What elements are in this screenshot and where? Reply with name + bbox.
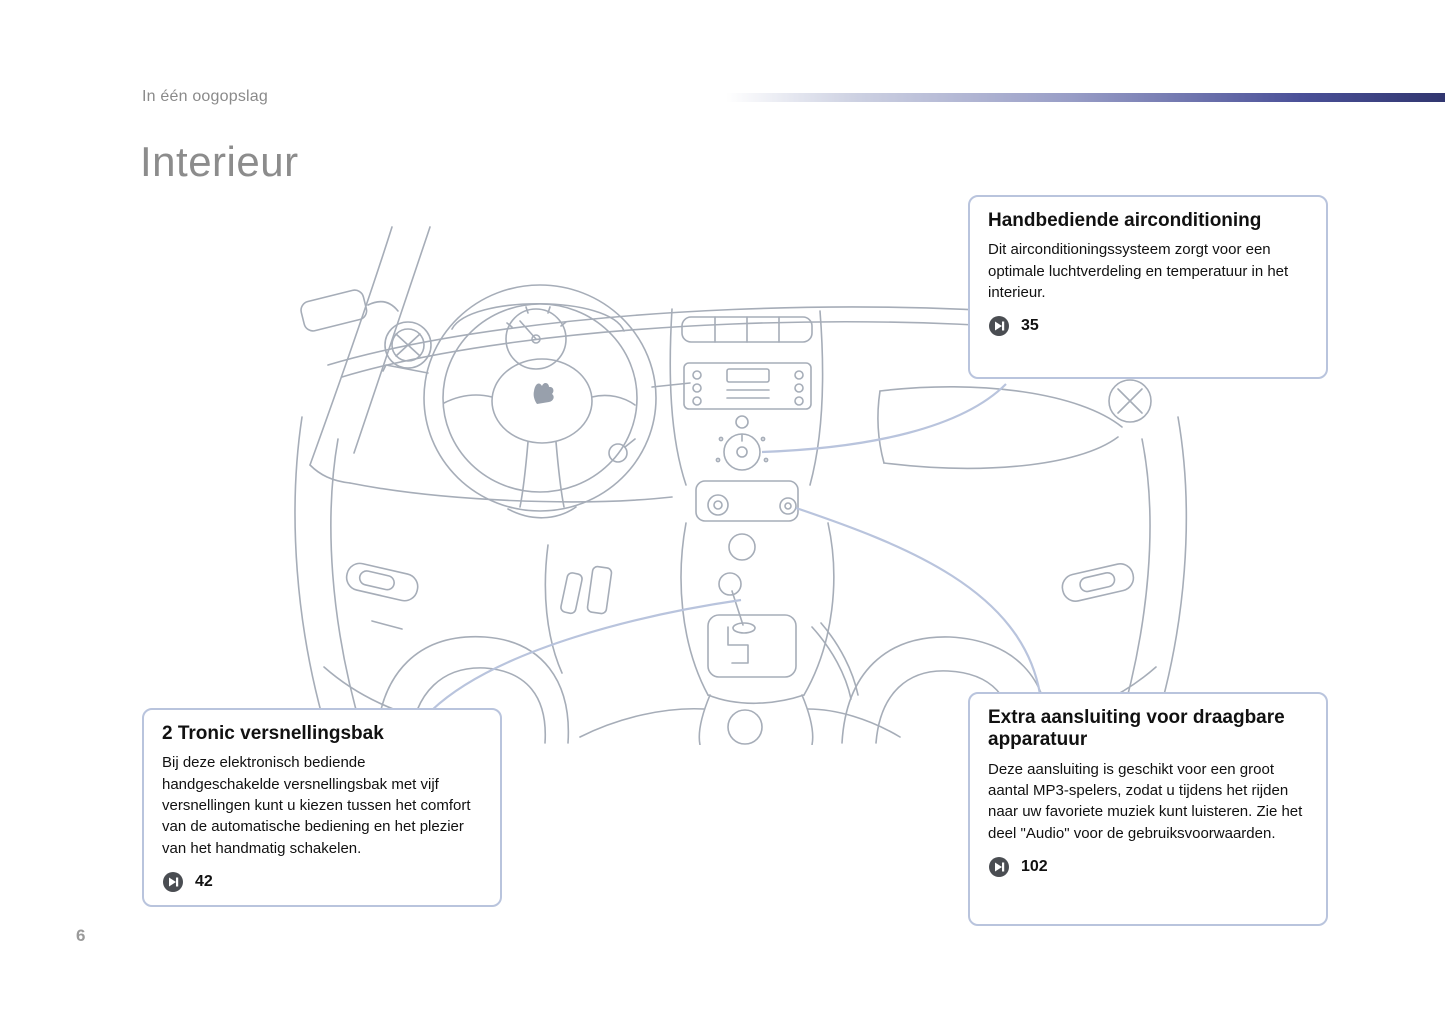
callout-body: Bij deze elektronisch bediende handgeschakelde versnellingsbak met vijf versnellingen kunt u kiezen tussen het comfort van de automatische bediening en het plezier van het handmatig schakelen. [162, 754, 471, 857]
callout-body: Deze aansluiting is geschikt voor een groot aantal MP3-spelers, zodat u tijdens het rijden naar uw favoriete muziek kunt luisteren. Zie het deel "Audio" voor de gebruiksvoorwaarden. [988, 760, 1303, 842]
page-title: Interieur [140, 138, 299, 185]
mirror-shape [299, 288, 368, 333]
page-reference-number: 102 [1021, 858, 1048, 875]
callout-body: Dit airconditioningssysteem zorgt voor een optimale luchtverdeling en temperatuur in het interieur. [988, 241, 1289, 301]
page-reference-number: 42 [195, 872, 213, 890]
page-reference [988, 315, 1308, 337]
header-gradient-bar [726, 93, 1445, 102]
next-page-icon [988, 315, 1010, 337]
callout-title: Handbediende airconditioning [988, 210, 1262, 231]
page-reference [988, 856, 1308, 878]
next-page-icon [988, 856, 1010, 878]
page-number: 6 [76, 926, 86, 945]
callout-tronic-gearbox [142, 708, 502, 907]
callout-title: 2 Tronic versnellingsbak [162, 723, 384, 744]
page-reference-number: 35 [1021, 317, 1039, 335]
callout-title: Extra aansluiting voor draagbare apparatuur [988, 707, 1285, 751]
page-reference [162, 871, 482, 893]
brand-logo-icon [534, 383, 554, 404]
callout-aux-input [968, 692, 1328, 926]
next-page-icon [162, 871, 184, 893]
section-header: In één oogopslag [142, 88, 268, 105]
callout-airconditioning [968, 195, 1328, 379]
